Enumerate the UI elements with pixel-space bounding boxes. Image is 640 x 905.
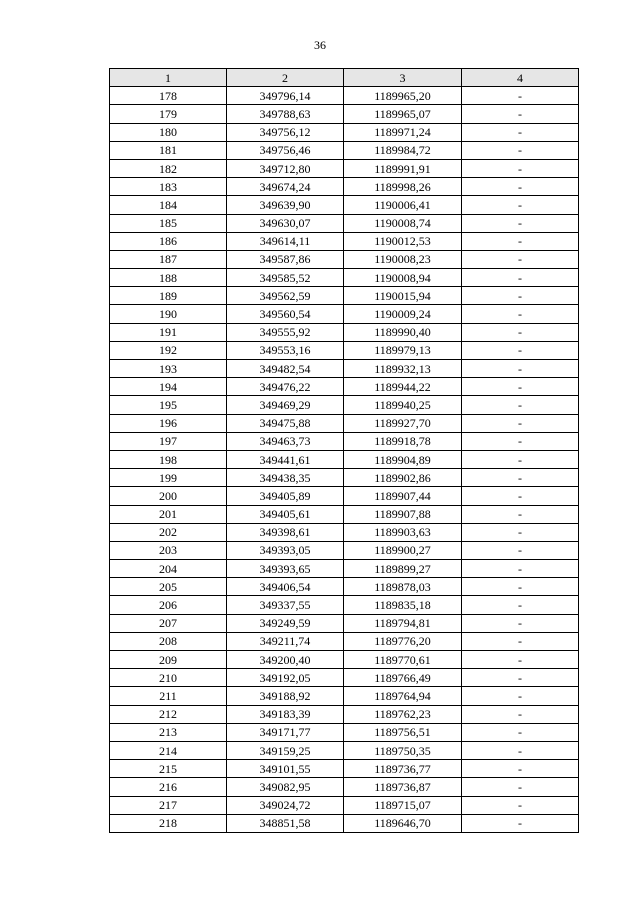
note-cell: - — [462, 269, 579, 287]
note-cell: - — [462, 87, 579, 105]
y-coordinate-cell: 1189907,88 — [344, 505, 462, 523]
y-coordinate-cell: 1189766,49 — [344, 669, 462, 687]
x-coordinate-cell: 349630,07 — [227, 214, 344, 232]
column-header-4: 4 — [462, 69, 579, 87]
note-cell: - — [462, 196, 579, 214]
table-header — [110, 69, 579, 87]
x-coordinate-cell: 349024,72 — [227, 796, 344, 814]
y-coordinate-cell: 1189965,07 — [344, 105, 462, 123]
note-cell: - — [462, 487, 579, 505]
point-number-cell: 213 — [110, 723, 227, 741]
note-cell: - — [462, 250, 579, 268]
table-row — [110, 578, 579, 596]
point-number-cell: 195 — [110, 396, 227, 414]
table-row — [110, 560, 579, 578]
note-cell: - — [462, 596, 579, 614]
table-row — [110, 323, 579, 341]
point-number-cell: 197 — [110, 432, 227, 450]
x-coordinate-cell: 349482,54 — [227, 360, 344, 378]
note-cell: - — [462, 432, 579, 450]
x-coordinate-cell: 349337,55 — [227, 596, 344, 614]
x-coordinate-cell: 349393,05 — [227, 541, 344, 559]
note-cell: - — [462, 159, 579, 177]
x-coordinate-cell: 349585,52 — [227, 269, 344, 287]
note-cell: - — [462, 632, 579, 650]
x-coordinate-cell: 348851,58 — [227, 814, 344, 832]
point-number-cell: 198 — [110, 450, 227, 468]
table-row — [110, 378, 579, 396]
note-cell: - — [462, 232, 579, 250]
note-cell: - — [462, 287, 579, 305]
x-coordinate-cell: 349560,54 — [227, 305, 344, 323]
note-cell: - — [462, 741, 579, 759]
y-coordinate-cell: 1189756,51 — [344, 723, 462, 741]
note-cell: - — [462, 105, 579, 123]
y-coordinate-cell: 1189932,13 — [344, 360, 462, 378]
y-coordinate-cell: 1189776,20 — [344, 632, 462, 650]
point-number-cell: 216 — [110, 778, 227, 796]
x-coordinate-cell: 349192,05 — [227, 669, 344, 687]
column-header-3: 3 — [344, 69, 462, 87]
table-row — [110, 250, 579, 268]
note-cell: - — [462, 560, 579, 578]
y-coordinate-cell: 1189736,77 — [344, 760, 462, 778]
note-cell: - — [462, 396, 579, 414]
x-coordinate-cell: 349463,73 — [227, 432, 344, 450]
table-row — [110, 796, 579, 814]
y-coordinate-cell: 1189903,63 — [344, 523, 462, 541]
x-coordinate-cell: 349639,90 — [227, 196, 344, 214]
point-number-cell: 178 — [110, 87, 227, 105]
x-coordinate-cell: 349183,39 — [227, 705, 344, 723]
y-coordinate-cell: 1189998,26 — [344, 178, 462, 196]
point-number-cell: 188 — [110, 269, 227, 287]
table-row — [110, 614, 579, 632]
y-coordinate-cell: 1189940,25 — [344, 396, 462, 414]
table-row — [110, 232, 579, 250]
y-coordinate-cell: 1189944,22 — [344, 378, 462, 396]
x-coordinate-cell: 349712,80 — [227, 159, 344, 177]
note-cell: - — [462, 323, 579, 341]
point-number-cell: 181 — [110, 141, 227, 159]
point-number-cell: 202 — [110, 523, 227, 541]
point-number-cell: 190 — [110, 305, 227, 323]
x-coordinate-cell: 349405,61 — [227, 505, 344, 523]
point-number-cell: 196 — [110, 414, 227, 432]
x-coordinate-cell: 349200,40 — [227, 651, 344, 669]
y-coordinate-cell: 1190012,53 — [344, 232, 462, 250]
table-row — [110, 523, 579, 541]
note-cell: - — [462, 705, 579, 723]
y-coordinate-cell: 1189715,07 — [344, 796, 462, 814]
point-number-cell: 207 — [110, 614, 227, 632]
x-coordinate-cell: 349398,61 — [227, 523, 344, 541]
table-row — [110, 341, 579, 359]
table-row — [110, 87, 579, 105]
y-coordinate-cell: 1190008,94 — [344, 269, 462, 287]
table-row — [110, 414, 579, 432]
point-number-cell: 200 — [110, 487, 227, 505]
table-row — [110, 287, 579, 305]
point-number-cell: 205 — [110, 578, 227, 596]
point-number-cell: 215 — [110, 760, 227, 778]
note-cell: - — [462, 687, 579, 705]
column-header-2: 2 — [227, 69, 344, 87]
x-coordinate-cell: 349188,92 — [227, 687, 344, 705]
point-number-cell: 193 — [110, 360, 227, 378]
x-coordinate-cell: 349796,14 — [227, 87, 344, 105]
y-coordinate-cell: 1189764,94 — [344, 687, 462, 705]
note-cell: - — [462, 578, 579, 596]
x-coordinate-cell: 349211,74 — [227, 632, 344, 650]
table-row — [110, 778, 579, 796]
y-coordinate-cell: 1190008,23 — [344, 250, 462, 268]
y-coordinate-cell: 1189965,20 — [344, 87, 462, 105]
point-number-cell: 204 — [110, 560, 227, 578]
y-coordinate-cell: 1189770,61 — [344, 651, 462, 669]
point-number-cell: 192 — [110, 341, 227, 359]
table-row — [110, 505, 579, 523]
x-coordinate-cell: 349788,63 — [227, 105, 344, 123]
table-row — [110, 814, 579, 832]
y-coordinate-cell: 1189900,27 — [344, 541, 462, 559]
table-row — [110, 178, 579, 196]
x-coordinate-cell: 349476,22 — [227, 378, 344, 396]
note-cell: - — [462, 760, 579, 778]
note-cell: - — [462, 469, 579, 487]
y-coordinate-cell: 1189878,03 — [344, 578, 462, 596]
x-coordinate-cell: 349159,25 — [227, 741, 344, 759]
x-coordinate-cell: 349438,35 — [227, 469, 344, 487]
table-row — [110, 450, 579, 468]
point-number-cell: 217 — [110, 796, 227, 814]
table-row — [110, 396, 579, 414]
table-row — [110, 305, 579, 323]
y-coordinate-cell: 1189646,70 — [344, 814, 462, 832]
point-number-cell: 189 — [110, 287, 227, 305]
note-cell: - — [462, 778, 579, 796]
coordinates-table — [109, 68, 579, 833]
y-coordinate-cell: 1189762,23 — [344, 705, 462, 723]
y-coordinate-cell: 1189907,44 — [344, 487, 462, 505]
point-number-cell: 211 — [110, 687, 227, 705]
point-number-cell: 214 — [110, 741, 227, 759]
x-coordinate-cell: 349082,95 — [227, 778, 344, 796]
table-row — [110, 105, 579, 123]
point-number-cell: 199 — [110, 469, 227, 487]
note-cell: - — [462, 414, 579, 432]
table-row — [110, 760, 579, 778]
note-cell: - — [462, 541, 579, 559]
point-number-cell: 187 — [110, 250, 227, 268]
point-number-cell: 179 — [110, 105, 227, 123]
note-cell: - — [462, 305, 579, 323]
table-row — [110, 741, 579, 759]
table-row — [110, 214, 579, 232]
point-number-cell: 184 — [110, 196, 227, 214]
note-cell: - — [462, 378, 579, 396]
table-row — [110, 541, 579, 559]
x-coordinate-cell: 349475,88 — [227, 414, 344, 432]
note-cell: - — [462, 614, 579, 632]
table-row — [110, 596, 579, 614]
y-coordinate-cell: 1189979,13 — [344, 341, 462, 359]
x-coordinate-cell: 349393,65 — [227, 560, 344, 578]
table-row — [110, 723, 579, 741]
x-coordinate-cell: 349614,11 — [227, 232, 344, 250]
header-row — [110, 69, 579, 87]
y-coordinate-cell: 1190006,41 — [344, 196, 462, 214]
note-cell: - — [462, 523, 579, 541]
table-row — [110, 123, 579, 141]
point-number-cell: 183 — [110, 178, 227, 196]
table-row — [110, 651, 579, 669]
point-number-cell: 210 — [110, 669, 227, 687]
table-row — [110, 669, 579, 687]
note-cell: - — [462, 450, 579, 468]
point-number-cell: 194 — [110, 378, 227, 396]
table-row — [110, 432, 579, 450]
point-number-cell: 218 — [110, 814, 227, 832]
page-number: 36 — [314, 38, 326, 52]
y-coordinate-cell: 1190015,94 — [344, 287, 462, 305]
y-coordinate-cell: 1189971,24 — [344, 123, 462, 141]
y-coordinate-cell: 1189904,89 — [344, 450, 462, 468]
y-coordinate-cell: 1189990,40 — [344, 323, 462, 341]
point-number-cell: 180 — [110, 123, 227, 141]
note-cell: - — [462, 669, 579, 687]
x-coordinate-cell: 349756,46 — [227, 141, 344, 159]
x-coordinate-cell: 349674,24 — [227, 178, 344, 196]
note-cell: - — [462, 214, 579, 232]
point-number-cell: 208 — [110, 632, 227, 650]
y-coordinate-cell: 1189927,70 — [344, 414, 462, 432]
y-coordinate-cell: 1189902,86 — [344, 469, 462, 487]
x-coordinate-cell: 349101,55 — [227, 760, 344, 778]
point-number-cell: 182 — [110, 159, 227, 177]
x-coordinate-cell: 349405,89 — [227, 487, 344, 505]
x-coordinate-cell: 349249,59 — [227, 614, 344, 632]
table-row — [110, 632, 579, 650]
point-number-cell: 203 — [110, 541, 227, 559]
table-row — [110, 487, 579, 505]
point-number-cell: 186 — [110, 232, 227, 250]
note-cell: - — [462, 505, 579, 523]
y-coordinate-cell: 1189794,81 — [344, 614, 462, 632]
note-cell: - — [462, 123, 579, 141]
table-row — [110, 705, 579, 723]
point-number-cell: 209 — [110, 651, 227, 669]
table-row — [110, 196, 579, 214]
x-coordinate-cell: 349562,59 — [227, 287, 344, 305]
x-coordinate-cell: 349469,29 — [227, 396, 344, 414]
note-cell: - — [462, 651, 579, 669]
x-coordinate-cell: 349756,12 — [227, 123, 344, 141]
x-coordinate-cell: 349171,77 — [227, 723, 344, 741]
y-coordinate-cell: 1189899,27 — [344, 560, 462, 578]
note-cell: - — [462, 796, 579, 814]
note-cell: - — [462, 360, 579, 378]
point-number-cell: 185 — [110, 214, 227, 232]
x-coordinate-cell: 349441,61 — [227, 450, 344, 468]
table-row — [110, 360, 579, 378]
point-number-cell: 212 — [110, 705, 227, 723]
y-coordinate-cell: 1189991,91 — [344, 159, 462, 177]
note-cell: - — [462, 814, 579, 832]
point-number-cell: 191 — [110, 323, 227, 341]
y-coordinate-cell: 1190009,24 — [344, 305, 462, 323]
x-coordinate-cell: 349555,92 — [227, 323, 344, 341]
table-row — [110, 159, 579, 177]
x-coordinate-cell: 349406,54 — [227, 578, 344, 596]
note-cell: - — [462, 141, 579, 159]
table-row — [110, 687, 579, 705]
y-coordinate-cell: 1190008,74 — [344, 214, 462, 232]
table-body — [110, 87, 579, 833]
note-cell: - — [462, 178, 579, 196]
x-coordinate-cell: 349553,16 — [227, 341, 344, 359]
y-coordinate-cell: 1189736,87 — [344, 778, 462, 796]
column-header-1: 1 — [110, 69, 227, 87]
table-row — [110, 269, 579, 287]
y-coordinate-cell: 1189835,18 — [344, 596, 462, 614]
table-row — [110, 141, 579, 159]
y-coordinate-cell: 1189918,78 — [344, 432, 462, 450]
x-coordinate-cell: 349587,86 — [227, 250, 344, 268]
point-number-cell: 201 — [110, 505, 227, 523]
point-number-cell: 206 — [110, 596, 227, 614]
y-coordinate-cell: 1189984,72 — [344, 141, 462, 159]
note-cell: - — [462, 723, 579, 741]
y-coordinate-cell: 1189750,35 — [344, 741, 462, 759]
table-row — [110, 469, 579, 487]
note-cell: - — [462, 341, 579, 359]
